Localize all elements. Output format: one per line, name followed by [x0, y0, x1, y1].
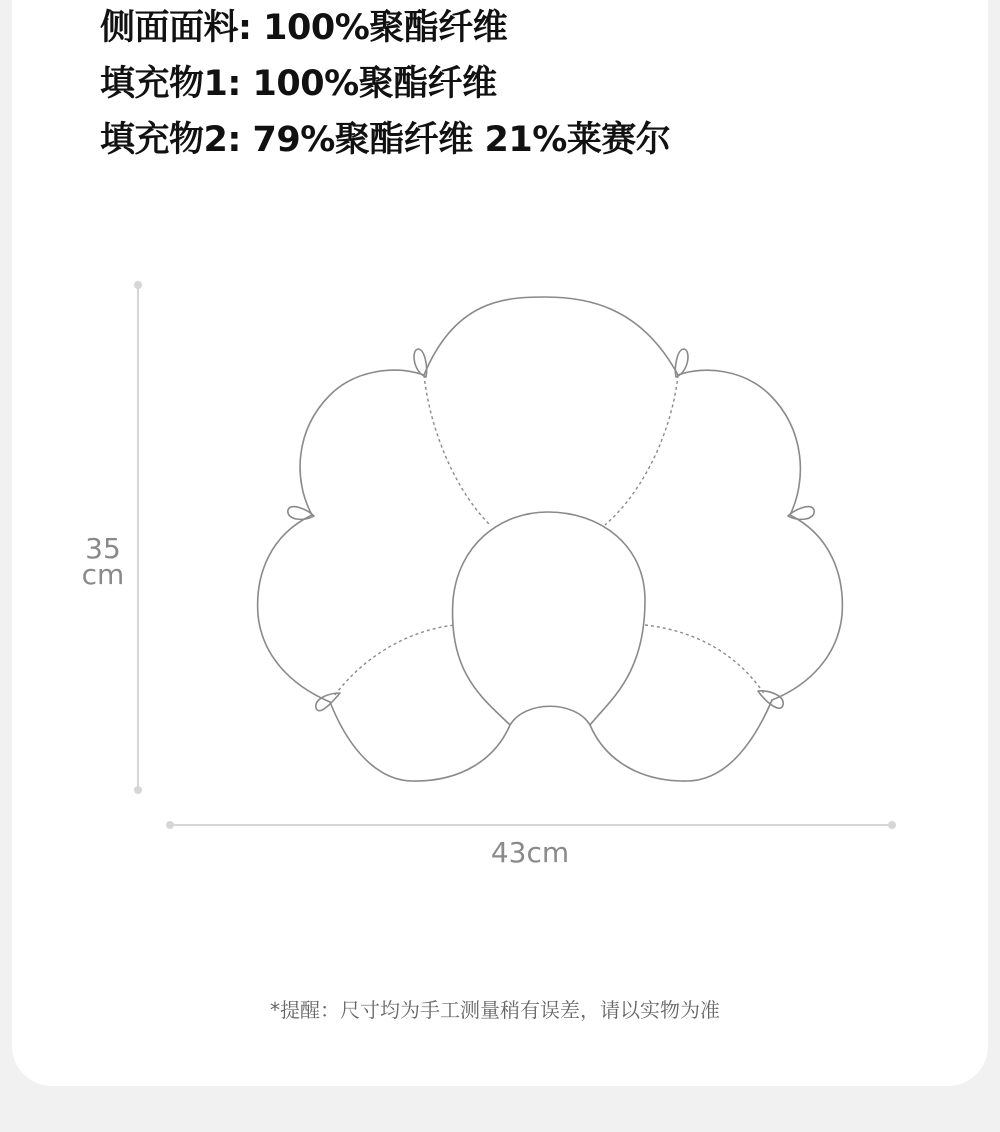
pillow-outline [258, 297, 843, 781]
spec-side-fabric: 侧面面料: 100%聚酯纤维 [100, 8, 508, 48]
spec-filling-1: 填充物1: 100%聚酯纤维 [100, 64, 497, 104]
spec-filling-2: 填充物2: 79%聚酯纤维 21%莱赛尔 [100, 120, 671, 160]
pillow-seams [335, 375, 765, 695]
width-label: 43cm [490, 836, 570, 869]
height-unit-label: cm [81, 558, 125, 591]
height-dimension-line [134, 281, 142, 794]
measurement-note: *提醒：尺寸均为手工测量稍有误差，请以实物为准 [270, 998, 720, 1022]
width-dimension-line [166, 821, 896, 829]
height-value-label: 35 [85, 532, 121, 565]
